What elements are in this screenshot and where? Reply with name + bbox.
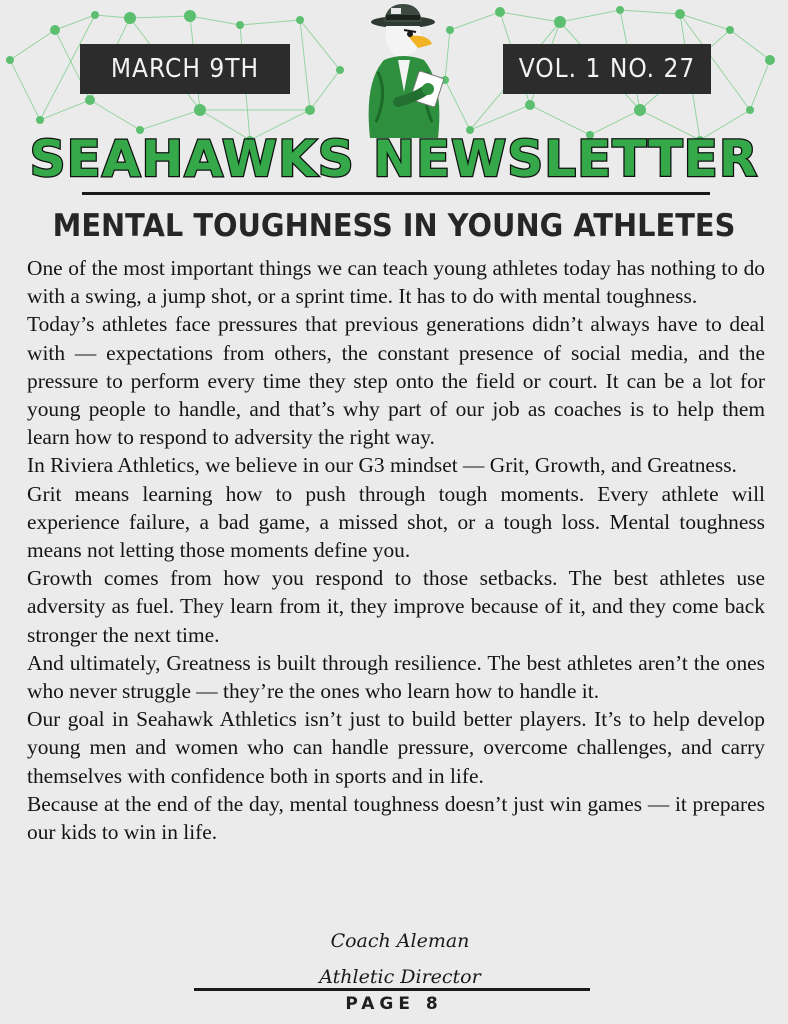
footer-divider [194, 988, 590, 991]
paragraph: Our goal in Seahawk Athletics isn’t just to build better players. It’s to help develop young men and women who can handle pressure, overcome challenges, and carry themselves with confidence both in sports and in life. [27, 707, 765, 788]
signature-role: Athletic Director [319, 966, 481, 988]
paragraph: Growth comes from how you respond to those setbacks. The best athletes use adversity as fuel. They learn from it, they improve because of it, and they come back stronger the next time. [27, 566, 765, 647]
issue-date: MARCH 9TH [80, 44, 290, 94]
issue-volume: VOL. 1 NO. 27 [503, 44, 711, 94]
header-divider [82, 192, 710, 195]
article-body [27, 254, 765, 846]
paragraph: Grit means learning how to push through tough moments. Every athlete will experience failure, a bad game, a missed shot, or a tough loss. Mental toughness means not letting those moments define you. [27, 481, 765, 563]
signature-name: Coach Aleman [330, 930, 470, 952]
seahawk-mascot-icon [348, 2, 458, 138]
article-headline: MENTAL TOUGHNESS IN YOUNG ATHLETES [52, 208, 736, 244]
page-number: PAGE 8 [345, 994, 443, 1014]
paragraph: Today’s athletes face pressures that previous generations didn’t always have to deal with — expectations from others, the constant presence of social media, and the pressure to perform every time they step onto the field or court. It can be a lot for young people to handle, and that’s why part of our job as coaches is to help them learn how to respond to adversity the right way. [27, 312, 765, 450]
paragraph: And ultimately, Greatness is built through resilience. The best athletes aren’t the ones who never struggle — they’re the ones who learn how to handle it. [27, 650, 765, 704]
paragraph: In Riviera Athletics, we believe in our G3 mindset — Grit, Growth, and Greatness. [27, 453, 737, 478]
paragraph: One of the most important things we can teach young athletes today has nothing to do with a swing, a jump shot, or a sprint time. It has to do with mental toughness. [27, 256, 765, 309]
paragraph: Because at the end of the day, mental toughness doesn’t just win games — it prepares our kids to win in life. [27, 791, 765, 845]
newsletter-title: SEAHAWKS NEWSLETTER [29, 130, 759, 188]
